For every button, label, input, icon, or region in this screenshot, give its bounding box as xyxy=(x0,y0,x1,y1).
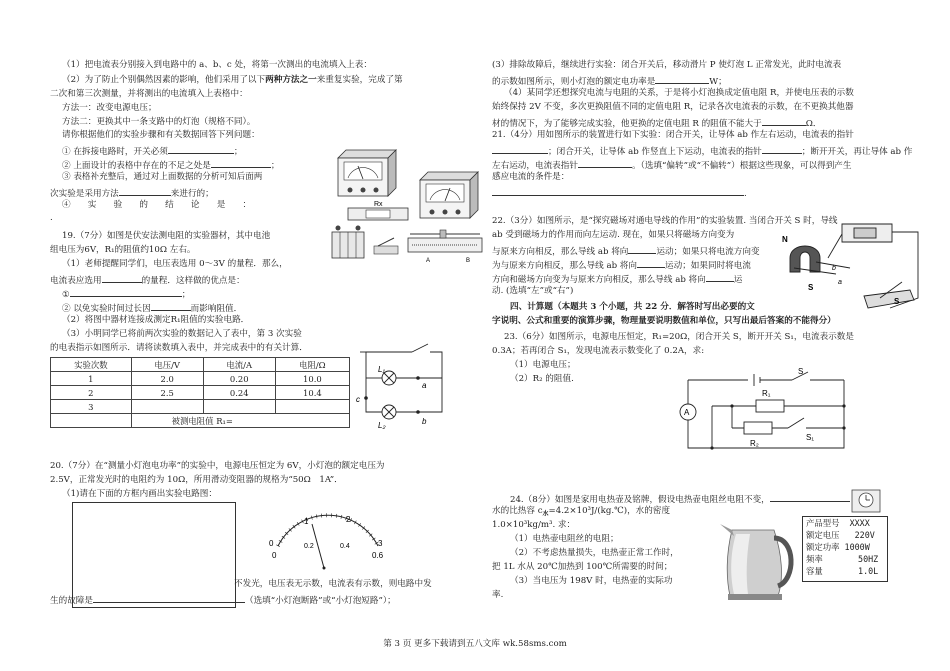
q24-stem3: 1.0×10³kg/m³. 求： xyxy=(492,520,576,530)
q18-part1: （1）把电流表分别接入到电路中的 a、b、c 处，将第一次测出的电流填入上表： xyxy=(62,60,372,70)
table-cell: 0.24 xyxy=(203,386,275,400)
scale-top-tick: 2 xyxy=(346,515,351,524)
nameplate-row: 额定功率 1000W xyxy=(806,542,870,552)
answer-blank[interactable] xyxy=(655,74,709,84)
answer-blank[interactable] xyxy=(119,186,171,196)
table-cell[interactable] xyxy=(203,400,275,414)
table-footer-row xyxy=(51,414,350,428)
q19-adv1: ① ； xyxy=(62,287,190,301)
answer-blank[interactable] xyxy=(628,244,656,254)
table-footer-cell[interactable]: 被测电阻值 R₁= xyxy=(131,414,349,428)
ammeter xyxy=(420,172,478,218)
r2-label: R₂ xyxy=(750,439,759,448)
q18-item1: ① 在拆接电路时，开关必须 ； xyxy=(62,144,242,158)
switch-s-label: S xyxy=(798,367,804,376)
answer-blank[interactable] xyxy=(492,186,744,196)
table-cell[interactable] xyxy=(131,400,203,414)
answer-blank[interactable] xyxy=(102,273,142,283)
table-row xyxy=(51,386,350,400)
q19-part3: （3）小明同学已将前两次实验的数据记入了表中，第 3 次实验 xyxy=(62,329,302,339)
data-table xyxy=(50,357,350,428)
table-cell: 0.20 xyxy=(203,372,275,386)
q18-item3: ③ 表格补充整后，通过对上面数据的分析可知后面两 xyxy=(62,172,263,182)
q18-method1: 方法一：改变电源电压； xyxy=(62,103,157,113)
table-cell: 10.4 xyxy=(275,386,349,400)
nameplate-row: 额定电压 220V xyxy=(806,530,875,540)
q20-part2: 不发光，电压表无示数，电流表有示数，则电路中发 xyxy=(234,579,432,589)
north-pole-label: N xyxy=(782,235,788,244)
answer-blank[interactable] xyxy=(706,272,734,282)
scale-bottom-tick: 0 xyxy=(272,551,277,560)
table-cell[interactable] xyxy=(275,400,349,414)
section-four-heading: 四、计算题（本题共 3 个小题，共 22 分．解答时写出必要的文 xyxy=(510,302,755,312)
q21-line2: ；闭合开关，让导体 ab 作竖直上下运动，电流表的指针 ；断开开关，再让导体 ab 作 xyxy=(492,144,912,158)
table-header-cell: 电流/A xyxy=(203,358,275,372)
q21-stem: 21.（4分）用如图所示的装置进行如下实验：闭合开关，让导体 ab 作左右运动，电流表的指针 xyxy=(492,130,854,140)
q24-part1: （1）电热壶电阻丝的电阻； xyxy=(510,534,619,544)
l2-label: L₂ xyxy=(378,421,386,430)
q18-item4-blank: . xyxy=(50,213,53,223)
nameplate-row: 产品型号 XXXX xyxy=(806,518,870,528)
q19-stem2: 组电压为6V，R₁的阻值约10Ω 左右。 xyxy=(50,245,196,255)
q20-stem2: 2.5V，正常发光时的电阻约为 10Ω，所用滑动变阻器的规格为“50Ω 1A”． xyxy=(50,475,343,485)
c-label: c xyxy=(356,395,360,404)
nameplate-row: 容量 1.0L xyxy=(806,566,879,576)
q19-stem: 19.（7分）如图是伏安法测电阻的实验器材，其中电池 xyxy=(62,231,271,241)
answer-blank[interactable] xyxy=(168,144,234,154)
table-header-cell: 电压/V xyxy=(131,358,203,372)
table-cell: 2.0 xyxy=(131,372,203,386)
q22-line2: ab 受到磁场力的作用而向左运动. 现在，如果只将磁场方向变为 xyxy=(492,230,735,240)
q20-part4c: 材的情况下，为了能够完成实验，他更换的定值电阻 R 的阻值不能大于 Ω． xyxy=(492,116,821,130)
page-footer: 第 3 页 更多下载请到五八文库 wk.58sms.com xyxy=(383,639,567,649)
a-label: a xyxy=(422,381,427,390)
scale-top-tick: 1 xyxy=(304,517,309,526)
q19-part1: （1）老师提醒同学们，电压表选用 0～3V 的量程．那么， xyxy=(62,259,288,269)
q18-item3b: 次实验是采用方法 来进行的； xyxy=(50,186,214,200)
table-header-cell: 实验次数 xyxy=(51,358,132,372)
q22-line5: 方向和磁场方向变为与原来方向相反，那么导线 ab 将向 运 xyxy=(492,272,742,286)
table-cell: 3 xyxy=(51,400,132,414)
s1-label: S₁ xyxy=(806,433,815,442)
q21-line4: 感应电流的条件是： xyxy=(492,172,570,182)
device-icon xyxy=(846,488,886,514)
q24-stem2: 水的比热容 $c_水=4.2\times 10^3J/(kg.℃)$，水的密度 xyxy=(492,506,671,518)
q21-answer: . xyxy=(492,186,747,200)
b-label: b xyxy=(832,265,836,272)
answer-blank[interactable] xyxy=(762,116,806,126)
scale-bottom-tick: 0.2 xyxy=(304,543,314,550)
kettle-image xyxy=(716,514,800,602)
q20-part3: (3）排除故障后，继续进行实验：闭合开关后，移动滑片 P 使灯泡 L 正常发光，此时电流表 xyxy=(492,60,842,70)
q22-line6: 动. (选填“左”或“右”) xyxy=(492,286,574,296)
induction-figure xyxy=(760,130,900,200)
answer-blank[interactable] xyxy=(211,158,271,168)
q22-line3: 与原来方向相反，那么导线 ab 将向 运动；如果只将电流方向变 xyxy=(492,244,760,258)
q24-part2: （2）不考虑热量损失，电热壶正常工作时， xyxy=(510,548,679,558)
q24-part3b: 率. xyxy=(492,590,504,600)
scale-top-right: 3 xyxy=(378,539,383,548)
scale-top-left-zero: 0 xyxy=(269,539,274,548)
table-cell: 10.0 xyxy=(275,372,349,386)
b-label: b xyxy=(422,417,427,426)
q19-part1b: 电流表应选用 的量程．这样做的优点是： xyxy=(50,273,245,287)
q22-stem: 22.（3分）如图所示，是“探究磁场对通电导线的作用”的实验装置. 当闭合开关 S 时，导线 xyxy=(492,216,838,226)
l1-label: L₁ xyxy=(378,365,385,374)
q22-line4: 为与原来方向相反，那么导线 ab 将向 运动；如果同时将电流 xyxy=(492,258,751,272)
q20-part3b: 的示数如图所示，则小灯泡的额定电功率是 W； xyxy=(492,74,727,88)
answer-blank[interactable] xyxy=(70,287,182,297)
q20-part4b: 始终保持 2V 不变，多次更换阻值不同的定值电阻 R，记录各次电流表的示数，在不更换其他器 xyxy=(492,102,854,112)
q18-line3: 二次和第三次测量，并将测出的电流填入上表格中： xyxy=(50,89,248,99)
switch xyxy=(374,238,398,254)
scale-bottom-tick: 0.6 xyxy=(372,551,384,560)
table-cell: 2 xyxy=(51,386,132,400)
section-four-heading-cont: 字说明、公式和重要的演算步骤，物理量要说明数值和单位，只写出最后答案的不能得分） xyxy=(492,316,836,326)
q24-stem: 24.（8分）如图是家用电热壶及铭牌，假设电热壶电阻丝电阻不变， xyxy=(510,492,850,506)
table-row xyxy=(51,400,350,414)
nameplate-row: 频率 50HZ xyxy=(806,554,879,564)
q20-part1: （1)请在下面的方框内画出实验电路图： xyxy=(62,489,217,499)
table-header-cell: 电阻/Ω xyxy=(275,358,349,372)
a-label: a xyxy=(838,279,842,286)
q19-part3b: 的电表指示如图所示．请将读数填入表中，并完成表中的有关计算． xyxy=(50,343,308,353)
table-header-row xyxy=(51,358,350,372)
q19-adv2: ② 以免实验时间过长因 而影响阻值． xyxy=(62,301,242,315)
q24-part2b: 把 1L 水从 20℃加热到 100℃所需要的时间； xyxy=(492,562,673,572)
table-cell: 1 xyxy=(51,372,132,386)
q20-part4: （4）某同学还想探究电流与电阻的关系，于是将小灯泡换成定值电阻 R，并使电压表的示数 xyxy=(504,88,854,98)
equipment-figure xyxy=(328,222,488,268)
q18-method2: 方法二：更换其中一条支路中的灯泡（规格不同）。 xyxy=(62,117,256,127)
ammeter-a-label: A xyxy=(684,408,690,417)
battery-pack xyxy=(332,226,364,259)
q23-circuit-figure xyxy=(668,367,868,454)
parallel-circuit-figure xyxy=(352,338,452,438)
q18-item2: ② 上面设计的表格中存在的不足之处是 ； xyxy=(62,158,279,172)
q18-part2: （2）为了防止个别偶然因素的影响，他们采用了以下两种方法之一来重复实验，完成了第 xyxy=(62,75,403,85)
q20-stem: 20.（7分）在“测量小灯泡电功率”的实验中，电源电压恒定为 6V，小灯泡的额定电压为 xyxy=(50,461,385,471)
rheostat xyxy=(408,230,482,264)
q23-part2: （2）R₂ 的阻值. xyxy=(510,374,574,384)
r1-label: R₁ xyxy=(762,389,771,398)
table-row xyxy=(51,372,350,386)
q20-part2b: 生的故障是 （选填“小灯泡断路”或“小灯泡短路”）； xyxy=(50,593,396,607)
south-pole-label: S xyxy=(808,283,814,292)
answer-blank[interactable] xyxy=(93,593,245,603)
answer-blank[interactable] xyxy=(578,158,632,168)
resistor-rx xyxy=(348,201,408,220)
q23-stem: 23.（6分）如图所示，电源电压恒定，R₁=20Ω，闭合开关 S，断开开关 S₁，电流表示数是 xyxy=(504,332,854,342)
switch-s-label: S xyxy=(894,297,900,306)
q19-part2: （2）将图中器材连接成测定R₁阻值的实验电路． xyxy=(62,315,250,325)
terminal-b-label: B xyxy=(466,258,471,264)
q21-line3: 左右运动，电流表指针 。（选填“偏转”或“不偏转”）根据这些现象，可以得到产生 xyxy=(492,158,851,172)
answer-blank[interactable] xyxy=(151,301,191,311)
q23-stem2: 0.3A；若再闭合 S₁，发现电流表示数变化了 0.2A，求: xyxy=(492,346,705,356)
terminal-a-label: A xyxy=(426,258,431,264)
ammeter-scale-figure xyxy=(266,510,390,580)
magnetic-force-figure xyxy=(780,218,940,318)
answer-blank[interactable] xyxy=(637,258,665,268)
voltmeter xyxy=(338,150,396,196)
rx-label: Rx xyxy=(374,201,383,208)
answer-blank[interactable] xyxy=(770,492,850,502)
q23-part1: （1）电源电压； xyxy=(510,360,576,370)
q18-instruction: 请你根据他们的实验步骤和有关数据回答下列问题： xyxy=(62,130,260,140)
q18-item4: ④ 实 验 的 结 论 是 ： xyxy=(62,200,252,210)
scale-bottom-tick: 0.4 xyxy=(340,543,350,550)
table-cell: 2.5 xyxy=(131,386,203,400)
q24-part3: （3）当电压为 198V 时，电热壶的实际功 xyxy=(510,576,673,586)
answer-blank[interactable] xyxy=(492,144,548,154)
